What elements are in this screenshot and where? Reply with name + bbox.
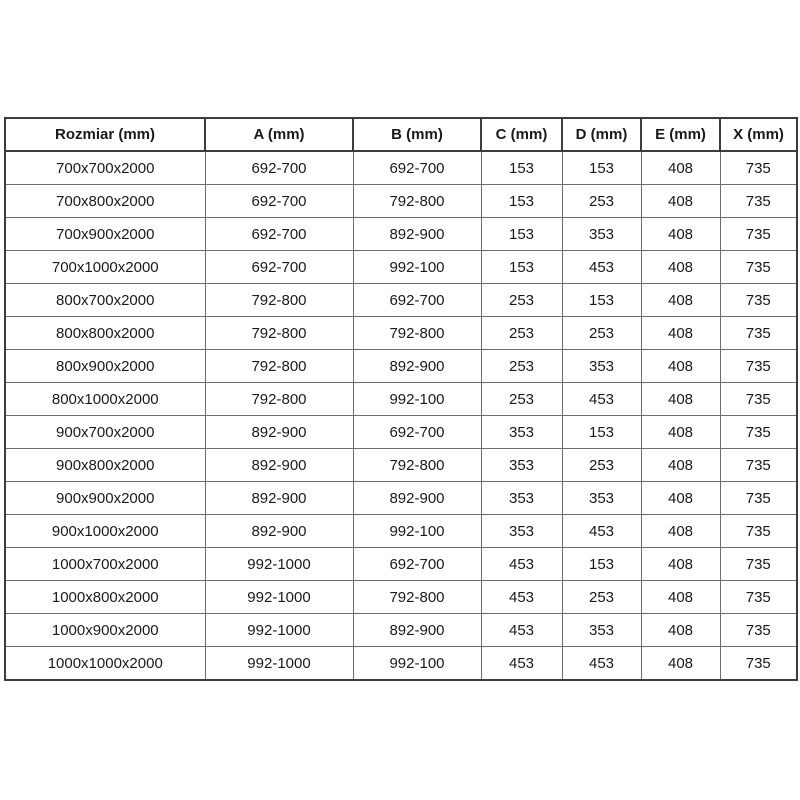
- table-cell: 800x1000x2000: [5, 383, 205, 416]
- table-row: [5, 647, 797, 681]
- table-cell: 253: [481, 284, 562, 317]
- table-cell: 792-800: [205, 383, 353, 416]
- table-cell: 692-700: [353, 548, 481, 581]
- table-row: [5, 350, 797, 383]
- table-cell: 153: [481, 185, 562, 218]
- table-row: [5, 581, 797, 614]
- table-cell: 892-900: [205, 449, 353, 482]
- table-cell: 735: [720, 482, 797, 515]
- table-cell: 453: [481, 647, 562, 681]
- table-cell: 735: [720, 350, 797, 383]
- table-cell: 453: [481, 614, 562, 647]
- table-cell: 792-800: [353, 317, 481, 350]
- table-cell: 408: [641, 151, 720, 185]
- table-cell: 735: [720, 151, 797, 185]
- table-cell: 692-700: [205, 218, 353, 251]
- table-cell: 1000x900x2000: [5, 614, 205, 647]
- table-cell: 408: [641, 383, 720, 416]
- table-cell: 453: [562, 515, 641, 548]
- table-cell: 253: [562, 185, 641, 218]
- table-cell: 692-700: [205, 251, 353, 284]
- table-row: [5, 251, 797, 284]
- column-header-3: C (mm): [481, 118, 562, 151]
- table-cell: 735: [720, 449, 797, 482]
- table-row: [5, 548, 797, 581]
- table-row: [5, 383, 797, 416]
- table-cell: 408: [641, 284, 720, 317]
- table-cell: 408: [641, 515, 720, 548]
- table-row: [5, 449, 797, 482]
- table-cell: 992-1000: [205, 548, 353, 581]
- column-header-2: B (mm): [353, 118, 481, 151]
- table-cell: 892-900: [353, 482, 481, 515]
- table-cell: 353: [562, 614, 641, 647]
- table-cell: 353: [562, 218, 641, 251]
- table-cell: 408: [641, 185, 720, 218]
- table-cell: 992-1000: [205, 614, 353, 647]
- table-cell: 453: [562, 251, 641, 284]
- table-cell: 735: [720, 581, 797, 614]
- table-cell: 453: [481, 548, 562, 581]
- table-cell: 153: [481, 218, 562, 251]
- column-header-6: X (mm): [720, 118, 797, 151]
- table-cell: 892-900: [353, 350, 481, 383]
- column-header-5: E (mm): [641, 118, 720, 151]
- table-cell: 792-800: [353, 581, 481, 614]
- table-header-row: [5, 118, 797, 151]
- table-cell: 153: [562, 416, 641, 449]
- table-cell: 735: [720, 251, 797, 284]
- column-header-0: Rozmiar (mm): [5, 118, 205, 151]
- table-cell: 408: [641, 581, 720, 614]
- table-cell: 153: [481, 251, 562, 284]
- table-cell: 735: [720, 614, 797, 647]
- table-cell: 900x900x2000: [5, 482, 205, 515]
- table-cell: 453: [481, 581, 562, 614]
- table-cell: 792-800: [205, 284, 353, 317]
- table-cell: 353: [481, 416, 562, 449]
- table-cell: 408: [641, 614, 720, 647]
- table-cell: 408: [641, 548, 720, 581]
- table-cell: 735: [720, 647, 797, 681]
- table-cell: 408: [641, 251, 720, 284]
- table-cell: 692-700: [353, 416, 481, 449]
- table-cell: 1000x700x2000: [5, 548, 205, 581]
- table-cell: 408: [641, 482, 720, 515]
- table-cell: 353: [562, 350, 641, 383]
- table-row: [5, 482, 797, 515]
- table-cell: 253: [562, 317, 641, 350]
- table-cell: 800x900x2000: [5, 350, 205, 383]
- table-row: [5, 284, 797, 317]
- table-cell: 900x700x2000: [5, 416, 205, 449]
- table-cell: 408: [641, 350, 720, 383]
- table-cell: 253: [562, 581, 641, 614]
- table-cell: 408: [641, 647, 720, 681]
- table-cell: 900x800x2000: [5, 449, 205, 482]
- table-cell: 253: [481, 350, 562, 383]
- table-cell: 900x1000x2000: [5, 515, 205, 548]
- table-cell: 735: [720, 383, 797, 416]
- table-cell: 792-800: [353, 185, 481, 218]
- table-cell: 892-900: [205, 515, 353, 548]
- table-cell: 892-900: [353, 614, 481, 647]
- table-cell: 992-1000: [205, 581, 353, 614]
- table-cell: 453: [562, 647, 641, 681]
- table-cell: 800x800x2000: [5, 317, 205, 350]
- table-cell: 153: [562, 284, 641, 317]
- table-cell: 408: [641, 416, 720, 449]
- column-header-1: A (mm): [205, 118, 353, 151]
- table-cell: 700x1000x2000: [5, 251, 205, 284]
- table-cell: 253: [481, 317, 562, 350]
- table-cell: 692-700: [353, 284, 481, 317]
- table-row: [5, 416, 797, 449]
- table-cell: 253: [481, 383, 562, 416]
- table-row: [5, 515, 797, 548]
- table-cell: 353: [562, 482, 641, 515]
- table-cell: 735: [720, 218, 797, 251]
- table-cell: 735: [720, 317, 797, 350]
- table-cell: 700x800x2000: [5, 185, 205, 218]
- table-cell: 735: [720, 284, 797, 317]
- table-row: [5, 151, 797, 185]
- table-row: [5, 614, 797, 647]
- table-cell: 792-800: [205, 350, 353, 383]
- table-cell: 792-800: [353, 449, 481, 482]
- table-cell: 408: [641, 317, 720, 350]
- table-cell: 153: [562, 151, 641, 185]
- table-cell: 892-900: [353, 218, 481, 251]
- table-cell: 700x900x2000: [5, 218, 205, 251]
- table-cell: 153: [562, 548, 641, 581]
- table-cell: 792-800: [205, 317, 353, 350]
- table-cell: 992-100: [353, 383, 481, 416]
- table-cell: 408: [641, 449, 720, 482]
- table-cell: 453: [562, 383, 641, 416]
- table-cell: 892-900: [205, 482, 353, 515]
- table-cell: 353: [481, 482, 562, 515]
- table-cell: 353: [481, 515, 562, 548]
- table-cell: 800x700x2000: [5, 284, 205, 317]
- table-cell: 253: [562, 449, 641, 482]
- table-row: [5, 317, 797, 350]
- table-cell: 735: [720, 515, 797, 548]
- dimensions-table: [4, 117, 798, 681]
- table-cell: 1000x1000x2000: [5, 647, 205, 681]
- table-cell: 692-700: [205, 185, 353, 218]
- table-cell: 735: [720, 416, 797, 449]
- column-header-4: D (mm): [562, 118, 641, 151]
- table-cell: 408: [641, 218, 720, 251]
- table-body: [5, 151, 797, 680]
- table-cell: 353: [481, 449, 562, 482]
- table-cell: 735: [720, 548, 797, 581]
- table-cell: 992-100: [353, 515, 481, 548]
- table-cell: 153: [481, 151, 562, 185]
- table-cell: 992-100: [353, 251, 481, 284]
- table-cell: 992-100: [353, 647, 481, 681]
- table-cell: 692-700: [205, 151, 353, 185]
- table-cell: 692-700: [353, 151, 481, 185]
- table-row: [5, 185, 797, 218]
- table-cell: 892-900: [205, 416, 353, 449]
- table-row: [5, 218, 797, 251]
- table-cell: 735: [720, 185, 797, 218]
- table-cell: 700x700x2000: [5, 151, 205, 185]
- table-cell: 1000x800x2000: [5, 581, 205, 614]
- table-cell: 992-1000: [205, 647, 353, 681]
